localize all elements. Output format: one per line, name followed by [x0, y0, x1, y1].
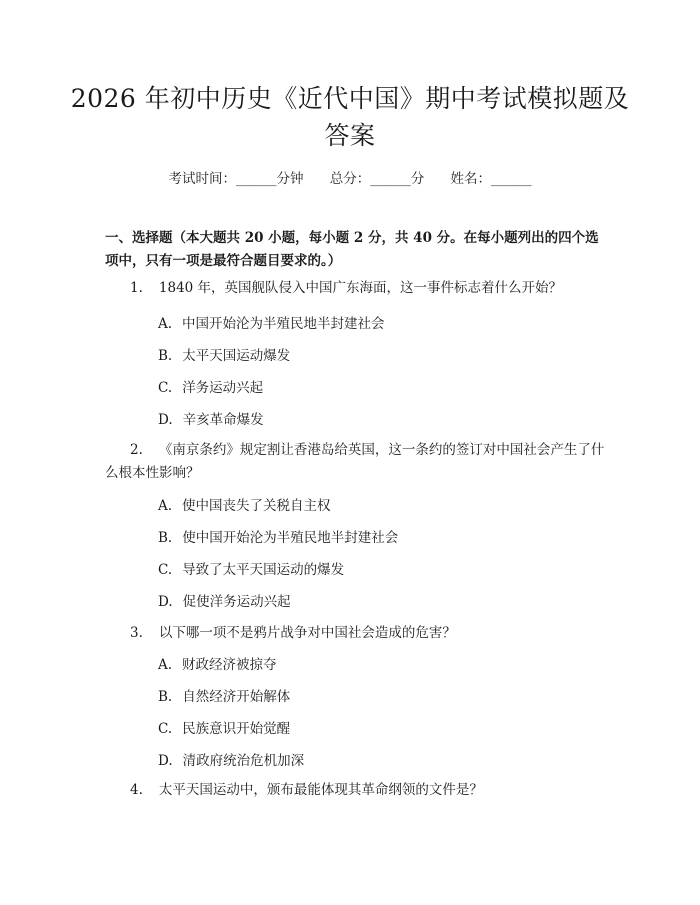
question-1-option-b: [158, 346, 290, 366]
option-text: 使中国开始沦为半殖民地半封建社会: [182, 530, 399, 546]
option-letter: C.: [158, 380, 173, 396]
question-number: 1.: [130, 280, 143, 296]
student-name-field: 姓名：______: [450, 171, 532, 187]
question-3-option-c: [158, 719, 290, 739]
question-1-option-d: [158, 410, 264, 430]
question-2-option-b: [158, 528, 398, 548]
exam-info-line: [0, 167, 700, 187]
question-text: 以下哪一项不是鸦片战争对中国社会造成的危害？: [158, 625, 456, 641]
question-3-option-a: [158, 655, 277, 675]
question-2: [105, 439, 605, 485]
question-2-option-a: [158, 496, 331, 516]
question-3-option-d: [158, 751, 304, 771]
option-letter: C.: [158, 562, 173, 578]
question-3: [105, 622, 605, 645]
exam-time-field: 考试时间：______分钟: [168, 171, 304, 187]
option-text: 民族意识开始觉醒: [182, 721, 291, 737]
question-text: 《南京条约》规定割让香港岛给英国，这一条约的签订对中国社会产生了什么根本性影响？: [105, 442, 605, 481]
question-1-option-c: [158, 378, 263, 398]
option-text: 使中国丧失了关税自主权: [182, 498, 331, 514]
question-1-option-a: [158, 314, 385, 334]
option-letter: B.: [158, 530, 173, 546]
question-1: [105, 277, 605, 300]
option-letter: A.: [158, 498, 173, 514]
option-letter: C.: [158, 721, 173, 737]
question-number: 2.: [130, 442, 143, 458]
question-text: 1840 年，英国舰队侵入中国广东海面，这一事件标志着什么开始？: [158, 280, 563, 296]
question-number: 3.: [130, 625, 143, 641]
question-number: 4.: [130, 782, 143, 798]
question-3-option-b: [158, 687, 290, 707]
option-letter: B.: [158, 348, 173, 364]
option-text: 自然经济开始解体: [182, 689, 291, 705]
question-2-option-d: [158, 592, 291, 612]
option-text: 辛亥革命爆发: [182, 412, 264, 428]
option-letter: A.: [158, 316, 173, 332]
option-text: 清政府统治危机加深: [182, 753, 305, 769]
option-text: 太平天国运动爆发: [182, 348, 291, 364]
page-title: 2026 年初中历史《近代中国》期中考试模拟题及答案: [70, 84, 630, 150]
option-text: 中国开始沦为半殖民地半封建社会: [182, 316, 385, 332]
option-text: 导致了太平天国运动的爆发: [182, 562, 345, 578]
option-letter: A.: [158, 657, 173, 673]
option-letter: D.: [158, 412, 173, 428]
option-letter: D.: [158, 753, 173, 769]
option-text: 财政经济被掠夺: [182, 657, 277, 673]
option-letter: D.: [158, 594, 173, 610]
option-letter: B.: [158, 689, 173, 705]
question-2-option-c: [158, 560, 344, 580]
question-text: 太平天国运动中，颁布最能体现其革命纲领的文件是？: [158, 782, 483, 798]
section-heading: 一、选择题（本大题共 20 小题，每小题 2 分，共 40 分。在每小题列出的四个选项中，只有一项是最符合题目要求的。）: [105, 230, 599, 269]
option-text: 洋务运动兴起: [182, 380, 264, 396]
total-score-field: 总分：______分: [329, 171, 425, 187]
option-text: 促使洋务运动兴起: [182, 594, 291, 610]
question-4: [105, 779, 605, 802]
